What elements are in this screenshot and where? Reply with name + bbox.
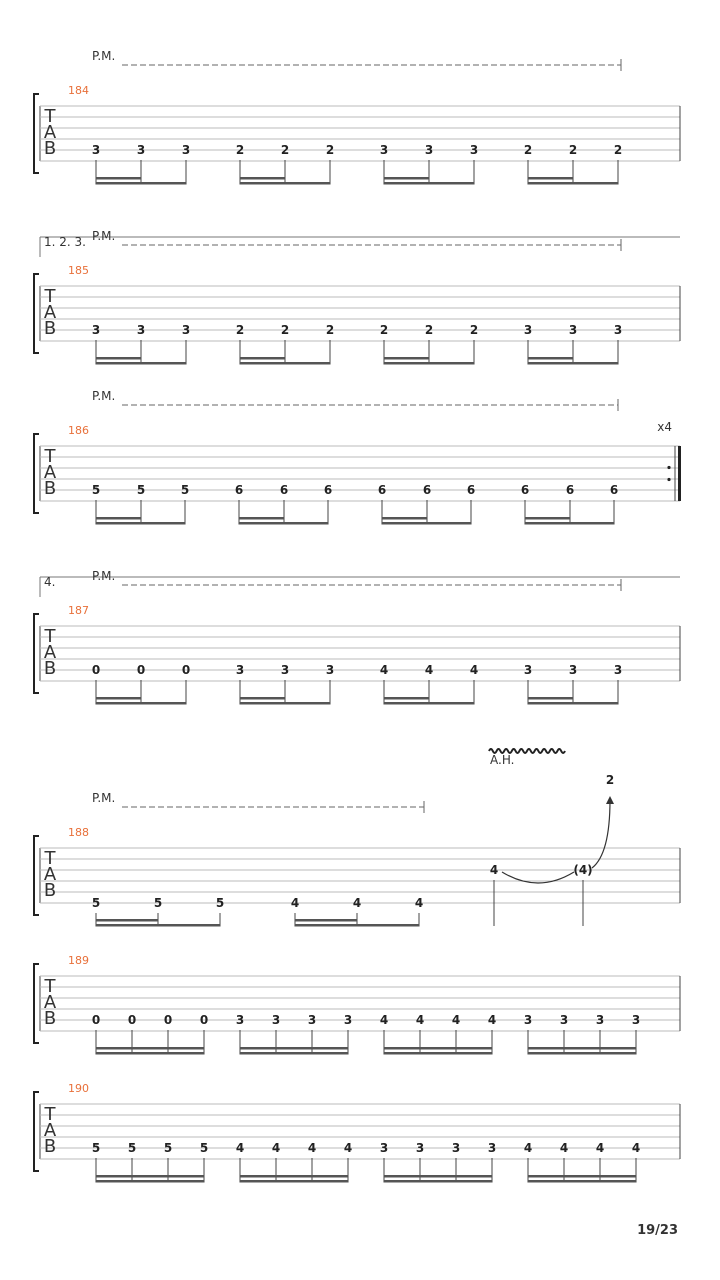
fret-number: 5 — [127, 1141, 137, 1155]
fret-number: 3 — [631, 1013, 641, 1027]
fret-number: 5 — [91, 483, 101, 497]
system-186-repeat-thick-barline — [678, 446, 681, 501]
fret-number: 5 — [199, 1141, 209, 1155]
bar-number: 185 — [68, 264, 89, 277]
fret-number: 5 — [91, 1141, 101, 1155]
fret-number: 4 — [307, 1141, 317, 1155]
fret-number: 0 — [127, 1013, 137, 1027]
fret-number: 4 — [352, 896, 362, 910]
beam-sixteenth — [295, 919, 357, 922]
fret-number: 6 — [609, 483, 619, 497]
fret-number: 4 — [379, 1013, 389, 1027]
beam-sixteenth — [96, 697, 141, 700]
tab-letter-b: B — [43, 318, 57, 339]
beam-sixteenth — [240, 1175, 348, 1178]
beam-sixteenth — [96, 517, 141, 520]
bar-number: 189 — [68, 954, 89, 967]
fret-number: 5 — [215, 896, 225, 910]
bend-arrowhead — [606, 796, 614, 804]
fret-number: 3 — [379, 1141, 389, 1155]
beam-eighth — [96, 1052, 204, 1055]
beam-sixteenth — [96, 177, 141, 180]
tab-letter-t: T — [44, 976, 56, 997]
bar-number: 187 — [68, 604, 89, 617]
system-190-brace — [34, 1092, 39, 1171]
fret-number: 3 — [235, 1013, 245, 1027]
fret-number: 3 — [613, 323, 623, 337]
fret-number: 6 — [377, 483, 387, 497]
system-189 — [34, 954, 680, 1055]
fret-number: 3 — [136, 323, 146, 337]
beam-eighth — [240, 362, 330, 365]
palm-mute-label: P.M. — [92, 569, 116, 583]
tab-letter-b: B — [43, 658, 57, 679]
fret-number: 4 — [487, 1013, 497, 1027]
beam-eighth — [525, 522, 614, 525]
fret-number: 2 — [235, 323, 245, 337]
fret-number: 4 — [235, 1141, 245, 1155]
fret-number: 0 — [199, 1013, 209, 1027]
tab-letter-a: A — [43, 302, 57, 323]
tab-letter-t: T — [44, 848, 56, 869]
tab-letter-a: A — [43, 864, 57, 885]
palm-mute-label: P.M. — [92, 791, 116, 805]
fret-number: 2 — [469, 323, 479, 337]
fret-number: 3 — [424, 143, 434, 157]
fret-number: 2 — [235, 143, 245, 157]
fret-number: 0 — [91, 1013, 101, 1027]
beam-eighth — [240, 1052, 348, 1055]
fret-number: 3 — [613, 663, 623, 677]
tab-letter-t: T — [44, 286, 56, 307]
fret-number: 3 — [523, 1013, 533, 1027]
beam-sixteenth — [96, 357, 141, 360]
fret-number: 2 — [280, 323, 290, 337]
fret-number: 2 — [568, 143, 578, 157]
bar-number: 186 — [68, 424, 89, 437]
fret-number: 5 — [91, 896, 101, 910]
fret-number: 3 — [568, 663, 578, 677]
bend-curve — [592, 800, 610, 868]
system-185 — [34, 229, 680, 365]
beam-eighth — [96, 924, 220, 927]
fret-number: 4 — [595, 1141, 605, 1155]
beam-eighth — [96, 702, 186, 705]
beam-eighth — [528, 1180, 636, 1183]
beam-eighth — [528, 182, 618, 185]
fret-number: 4 — [559, 1141, 569, 1155]
beam-sixteenth — [96, 919, 158, 922]
system-190 — [34, 1082, 680, 1183]
fret-number: 3 — [181, 323, 191, 337]
fret-number: 3 — [343, 1013, 353, 1027]
tab-letter-b: B — [43, 880, 57, 901]
beam-eighth — [96, 1180, 204, 1183]
fret-number: 3 — [451, 1141, 461, 1155]
fret-number: 3 — [559, 1013, 569, 1027]
fret-number: 6 — [422, 483, 432, 497]
beam-eighth — [295, 924, 419, 927]
beam-eighth — [384, 702, 474, 705]
fret-number: 5 — [136, 483, 146, 497]
palm-mute-label: P.M. — [92, 389, 116, 403]
system-189-brace — [34, 964, 39, 1043]
beam-eighth — [384, 362, 474, 365]
bend-amount-label: 2 — [605, 773, 615, 787]
bar-number: 190 — [68, 1082, 89, 1095]
tab-letter-a: A — [43, 462, 57, 483]
fret-number: 2 — [424, 323, 434, 337]
tab-letter-a: A — [43, 122, 57, 143]
fret-number: 3 — [523, 663, 533, 677]
system-187-brace — [34, 614, 39, 693]
beam-sixteenth — [525, 517, 570, 520]
beam-eighth — [240, 182, 330, 185]
beam-eighth — [528, 362, 618, 365]
fret-number: 0 — [91, 663, 101, 677]
beam-eighth — [382, 522, 471, 525]
fret-number: 4 — [415, 1013, 425, 1027]
beam-sixteenth — [240, 357, 285, 360]
palm-mute-label: P.M. — [92, 49, 116, 63]
bar-number: 184 — [68, 84, 89, 97]
beam-sixteenth — [96, 1047, 204, 1050]
system-187 — [34, 569, 680, 705]
system-186-repeat-dot — [667, 466, 670, 469]
beam-sixteenth — [528, 697, 573, 700]
fret-number: 3 — [271, 1013, 281, 1027]
fret-number: 6 — [234, 483, 244, 497]
fret-number: 3 — [415, 1141, 425, 1155]
beam-eighth — [384, 182, 474, 185]
tab-letter-t: T — [44, 1104, 56, 1125]
beam-sixteenth — [384, 357, 429, 360]
system-185-brace — [34, 274, 39, 353]
fret-number: 3 — [91, 323, 101, 337]
fret-number: 2 — [280, 143, 290, 157]
system-188-brace — [34, 836, 39, 915]
tab-letter-b: B — [43, 138, 57, 159]
fret-number: 3 — [568, 323, 578, 337]
tab-letter-b: B — [43, 1008, 57, 1029]
beam-sixteenth — [528, 1047, 636, 1050]
fret-number: 6 — [323, 483, 333, 497]
volta-ending-label: 1. 2. 3. — [44, 235, 86, 249]
beam-eighth — [240, 1180, 348, 1183]
beam-sixteenth — [528, 1175, 636, 1178]
beam-eighth — [96, 362, 186, 365]
fret-number: 4 — [343, 1141, 353, 1155]
tab-letter-a: A — [43, 992, 57, 1013]
beam-sixteenth — [240, 1047, 348, 1050]
tab-letter-a: A — [43, 1120, 57, 1141]
repeat-count-label: x4 — [657, 420, 672, 434]
fret-number: 3 — [181, 143, 191, 157]
beam-sixteenth — [384, 697, 429, 700]
fret-number: 3 — [469, 143, 479, 157]
system-184 — [34, 49, 680, 185]
systems-layer — [34, 49, 681, 1183]
fret-number: 4 — [469, 663, 479, 677]
fret-number: 4 — [271, 1141, 281, 1155]
fret-number: 4 — [414, 896, 424, 910]
beam-eighth — [240, 702, 330, 705]
beam-eighth — [384, 1180, 492, 1183]
fret-number: 3 — [307, 1013, 317, 1027]
system-186-brace — [34, 434, 39, 513]
fret-number: 5 — [180, 483, 190, 497]
fret-number: 0 — [181, 663, 191, 677]
beam-eighth — [528, 702, 618, 705]
beam-eighth — [528, 1052, 636, 1055]
fret-number: 2 — [379, 323, 389, 337]
beam-sixteenth — [240, 697, 285, 700]
beam-sixteenth — [384, 177, 429, 180]
fret-number: 2 — [325, 323, 335, 337]
beam-sixteenth — [239, 517, 284, 520]
beam-sixteenth — [96, 1175, 204, 1178]
harmonic-label: A.H. — [490, 753, 515, 767]
fret-number: 4 — [489, 863, 499, 877]
system-188 — [34, 749, 680, 927]
beam-sixteenth — [384, 1175, 492, 1178]
fret-number: 3 — [235, 663, 245, 677]
beam-sixteenth — [382, 517, 427, 520]
fret-number: 4 — [451, 1013, 461, 1027]
beam-eighth — [239, 522, 328, 525]
bar-number: 188 — [68, 826, 89, 839]
beam-sixteenth — [240, 177, 285, 180]
fret-number: 4 — [523, 1141, 533, 1155]
fret-number: 3 — [523, 323, 533, 337]
page-number: 19/23 — [637, 1223, 678, 1238]
palm-mute-label: P.M. — [92, 229, 116, 243]
fret-number: 0 — [163, 1013, 173, 1027]
beam-sixteenth — [384, 1047, 492, 1050]
beam-sixteenth — [528, 177, 573, 180]
beam-eighth — [96, 182, 186, 185]
tab-letter-b: B — [43, 478, 57, 499]
fret-number: 6 — [565, 483, 575, 497]
fret-number: 3 — [136, 143, 146, 157]
fret-number: 6 — [279, 483, 289, 497]
fret-number: 2 — [523, 143, 533, 157]
fret-number: 5 — [153, 896, 163, 910]
fret-number: 4 — [631, 1141, 641, 1155]
tab-letter-t: T — [44, 106, 56, 127]
volta-ending-label: 4. — [44, 575, 56, 589]
fret-number: 3 — [595, 1013, 605, 1027]
fret-number: 4 — [379, 663, 389, 677]
fret-number: 3 — [325, 663, 335, 677]
fret-number: 6 — [466, 483, 476, 497]
fret-number: 3 — [91, 143, 101, 157]
system-186 — [34, 389, 681, 525]
fret-number: 3 — [487, 1141, 497, 1155]
fret-number: 2 — [613, 143, 623, 157]
fret-number: 2 — [325, 143, 335, 157]
tab-letter-a: A — [43, 642, 57, 663]
fret-number: 3 — [280, 663, 290, 677]
fret-number: 4 — [424, 663, 434, 677]
fret-number: 3 — [379, 143, 389, 157]
beam-eighth — [384, 1052, 492, 1055]
beam-eighth — [96, 522, 185, 525]
system-184-brace — [34, 94, 39, 173]
tab-letter-t: T — [44, 626, 56, 647]
tab-letter-t: T — [44, 446, 56, 467]
tied-fret-number: (4) — [573, 863, 593, 877]
fret-number: 5 — [163, 1141, 173, 1155]
fret-number: 0 — [136, 663, 146, 677]
system-186-repeat-dot — [667, 478, 670, 481]
tab-letter-b: B — [43, 1136, 57, 1157]
beam-sixteenth — [528, 357, 573, 360]
fret-number: 6 — [520, 483, 530, 497]
fret-number: 4 — [290, 896, 300, 910]
